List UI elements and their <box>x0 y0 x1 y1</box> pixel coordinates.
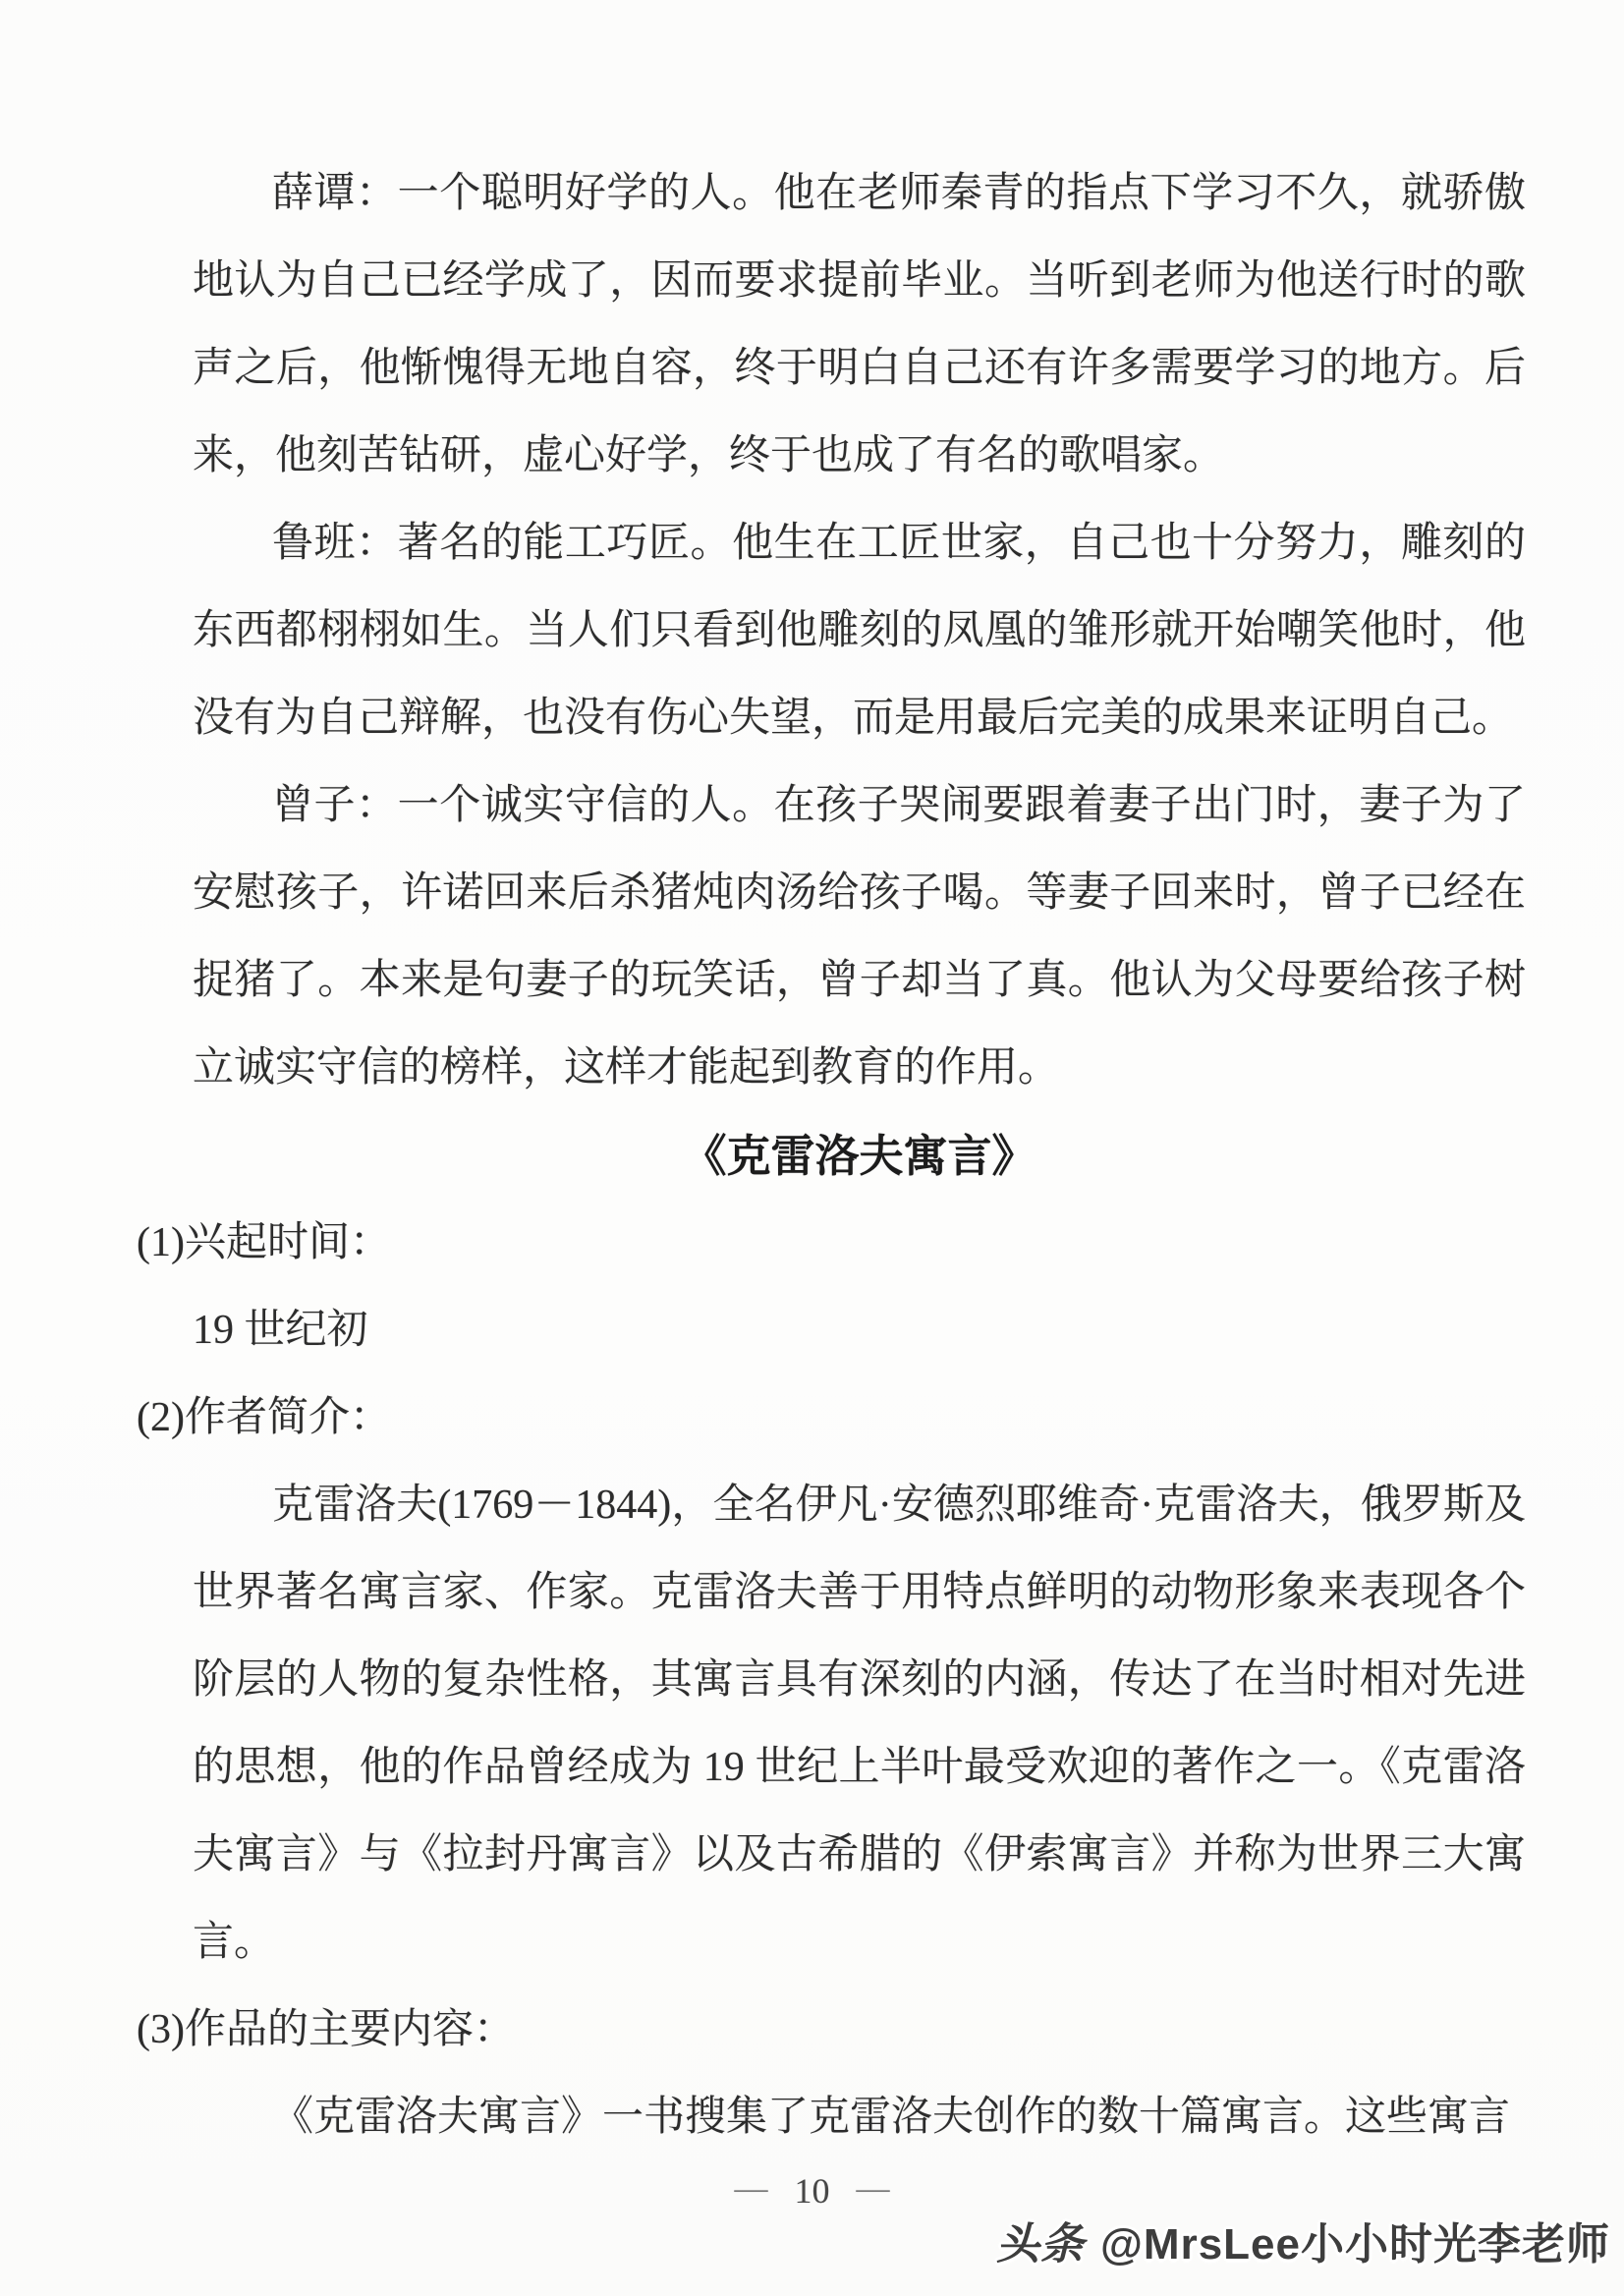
toutiao-watermark <box>996 2209 1610 2271</box>
section-heading-krylov-fables: 《克雷洛夫寓言》 <box>682 1131 1036 1181</box>
paragraph-zeng-zi: 曾子：一个诚实守信的人。在孩子哭闹要跟着妻子出门时，妻子为了安慰孩子，许诺回来后杀猪炖肉汤给孩子喝。等妻子回来时，曾子已经在捉猪了。本来是句妻子的玩笑话，曾子却当了真。他认为父母要给孩子树立诚实守信的榜样，这样才能起到教育的作用。 <box>193 783 1526 1091</box>
list-item-1-origin-time-value: 19 世纪初 <box>193 1308 368 1353</box>
footer-right-dash: — <box>856 2170 890 2207</box>
footer-left-dash: — <box>734 2170 768 2207</box>
paragraph-author-intro: 克雷洛夫(1769－1844)，全名伊凡·安德烈耶维奇·克雷洛夫，俄罗斯及世界著名寓言家、作家。克雷洛夫善于用特点鲜明的动物形象来表现各个阶层的人物的复杂性格，其寓言具有深刻的内涵，传达了在当时相对先进的思想，他的作品曾经成为 19 世纪上半叶最受欢迎的著作之一。《克雷洛夫寓言》与《拉封丹寓言》以及古希腊的《伊索寓言》并称为世界三大寓言。 <box>193 1483 1526 1965</box>
list-item-1-origin-time-label: (1)兴起时间： <box>137 1220 391 1265</box>
paragraph-lu-ban: 鲁班：著名的能工巧匠。他生在工匠世家，自己也十分努力，雕刻的东西都栩栩如生。当人们只看到他雕刻的凤凰的雏形就开始嘲笑他时，他没有为自己辩解，也没有伤心失望，而是用最后完美的成果来证明自己。 <box>193 521 1526 741</box>
page-number: 10 <box>794 2171 830 2211</box>
document-body <box>137 150 1526 2161</box>
list-item-3-main-content-label: (3)作品的主要内容： <box>137 2007 515 2052</box>
watermark-account-handle: @MrsLee小小时光李老师 <box>1100 2220 1610 2268</box>
paragraph-main-content: 《克雷洛夫寓言》一书搜集了克雷洛夫创作的数十篇寓言。这些寓言 <box>272 2095 1511 2140</box>
list-item-2-author-intro-label: (2)作者简介： <box>137 1395 391 1440</box>
paragraph-xue-tan: 薛谭：一个聪明好学的人。他在老师秦青的指点下学习不久，就骄傲地认为自己已经学成了，因而要求提前毕业。当听到老师为他送行时的歌声之后，他惭愧得无地自容，终于明白自己还有许多需要学习的地方。后来，他刻苦钻研，虚心好学，终于也成了有名的歌唱家。 <box>193 171 1526 478</box>
toutiao-logo-text: 头条 <box>996 2220 1086 2268</box>
